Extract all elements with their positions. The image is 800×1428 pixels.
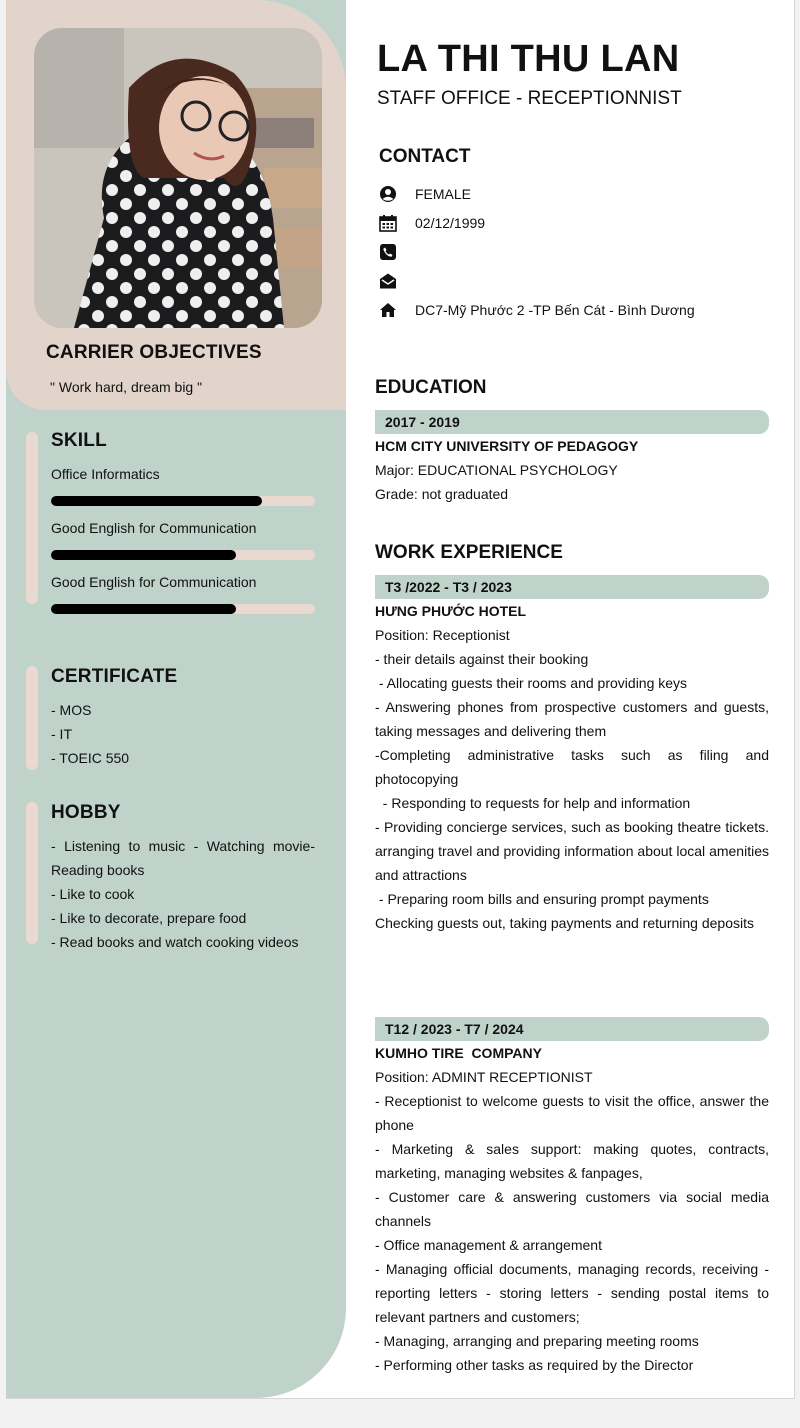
certificate-item: - TOEIC 550	[51, 750, 130, 766]
job-duty: - their details against their booking	[375, 651, 589, 667]
education-period-band: 2017 - 2019	[375, 410, 769, 434]
contact-email	[379, 269, 397, 293]
job-position: Position: Receptionist	[375, 627, 510, 643]
address-value: DC7-Mỹ Phước 2 -TP Bến Cát - Bình Dương	[415, 302, 695, 318]
certificate-item: - IT	[51, 726, 72, 742]
job-duty: - Office management & arrangement	[375, 1237, 602, 1253]
contact-gender	[379, 182, 472, 206]
job-company: HƯNG PHƯỚC HOTEL	[375, 603, 527, 619]
education-school: HCM CITY UNIVERSITY OF PEDAGOGY	[375, 438, 639, 454]
skill-name: Good English for Communication	[51, 574, 257, 590]
skill-bar-fill	[51, 604, 236, 614]
cv-page	[6, 0, 795, 1399]
dob-value: 02/12/1999	[415, 215, 486, 231]
job-duty: - Allocating guests their rooms and providing keys	[375, 675, 688, 691]
job-duty: - Receptionist to welcome guests to visit the office, answer the phone	[375, 1093, 769, 1133]
hobby-accent-bar	[26, 802, 38, 944]
job-block	[375, 1041, 769, 1377]
skill-bar	[51, 604, 315, 614]
job-duty: - Providing concierge services, such as booking theatre tickets. arranging travel and providing information about local amenities and attractions	[375, 819, 769, 883]
job-duty: - Managing official documents, managing records, receiving - reporting letters - storing letters - sending postal items to relevant partners and customers;	[375, 1261, 769, 1325]
contact-address	[379, 298, 695, 322]
skill-bar-fill	[51, 550, 236, 560]
contact-phone	[379, 240, 397, 264]
certificate-list	[51, 698, 129, 770]
skill-accent-bar	[26, 432, 38, 604]
hobby-item: - Listening to music - Watching movie- Reading books	[51, 838, 315, 878]
job-period-band: T3 /2022 - T3 / 2023	[375, 575, 769, 599]
job-duty: -Completing administrative tasks such as filing and photocopying	[375, 747, 769, 787]
objectives-heading: CARRIER OBJECTIVES	[46, 342, 262, 363]
hobby-item: - Like to decorate, prepare food	[51, 910, 247, 926]
objectives-text: " Work hard, dream big "	[50, 379, 203, 395]
hobby-list	[51, 834, 315, 954]
certificate-item: - MOS	[51, 702, 92, 718]
candidate-role: STAFF OFFICE - RECEPTIONNIST	[377, 88, 682, 109]
certificate-heading: CERTIFICATE	[51, 666, 178, 687]
education-major: Major: EDUCATIONAL PSYCHOLOGY	[375, 462, 618, 478]
job-duty: - Managing, arranging and preparing meeting rooms	[375, 1333, 699, 1349]
job-duty: - Performing other tasks as required by the Director	[375, 1357, 694, 1373]
job-duty: - Customer care & answering customers via social media channels	[375, 1189, 769, 1229]
education-heading: EDUCATION	[375, 377, 487, 398]
job-block	[375, 599, 769, 935]
gender-value: FEMALE	[415, 186, 472, 202]
job-company: KUMHO TIRE COMPANY	[375, 1045, 542, 1061]
user-circle-icon	[379, 185, 397, 203]
job-duty: Checking guests out, taking payments and returning deposits	[375, 915, 755, 931]
education-grade: Grade: not graduated	[375, 486, 509, 502]
hobby-heading: HOBBY	[51, 802, 121, 823]
profile-photo	[34, 28, 322, 328]
home-icon	[379, 301, 397, 319]
job-period-band: T12 / 2023 - T7 / 2024	[375, 1017, 769, 1041]
job-duty: - Preparing room bills and ensuring prompt payments	[375, 891, 709, 907]
education-block	[375, 434, 769, 506]
calendar-icon	[379, 214, 397, 232]
phone-icon	[379, 243, 397, 261]
work-heading: WORK EXPERIENCE	[375, 542, 563, 563]
hobby-item: - Like to cook	[51, 886, 135, 902]
hobby-item: - Read books and watch cooking videos	[51, 934, 299, 950]
contact-heading: CONTACT	[379, 146, 471, 167]
skill-bar	[51, 496, 315, 506]
certificate-accent-bar	[26, 666, 38, 770]
skill-name: Good English for Communication	[51, 520, 257, 536]
job-duty: - Answering phones from prospective customers and guests, taking messages and delivering them	[375, 699, 769, 739]
job-duty: - Marketing & sales support: making quotes, contracts, marketing, managing websites & fanpages,	[375, 1141, 769, 1181]
skill-heading: SKILL	[51, 430, 107, 451]
candidate-name: LA THI THU LAN	[377, 38, 680, 80]
job-position: Position: ADMINT RECEPTIONIST	[375, 1069, 593, 1085]
contact-dob	[379, 211, 486, 235]
skill-name: Office Informatics	[51, 466, 160, 482]
skill-bar-fill	[51, 496, 262, 506]
job-duty: - Responding to requests for help and information	[375, 795, 691, 811]
envelope-open-icon	[379, 272, 397, 290]
skill-bar	[51, 550, 315, 560]
